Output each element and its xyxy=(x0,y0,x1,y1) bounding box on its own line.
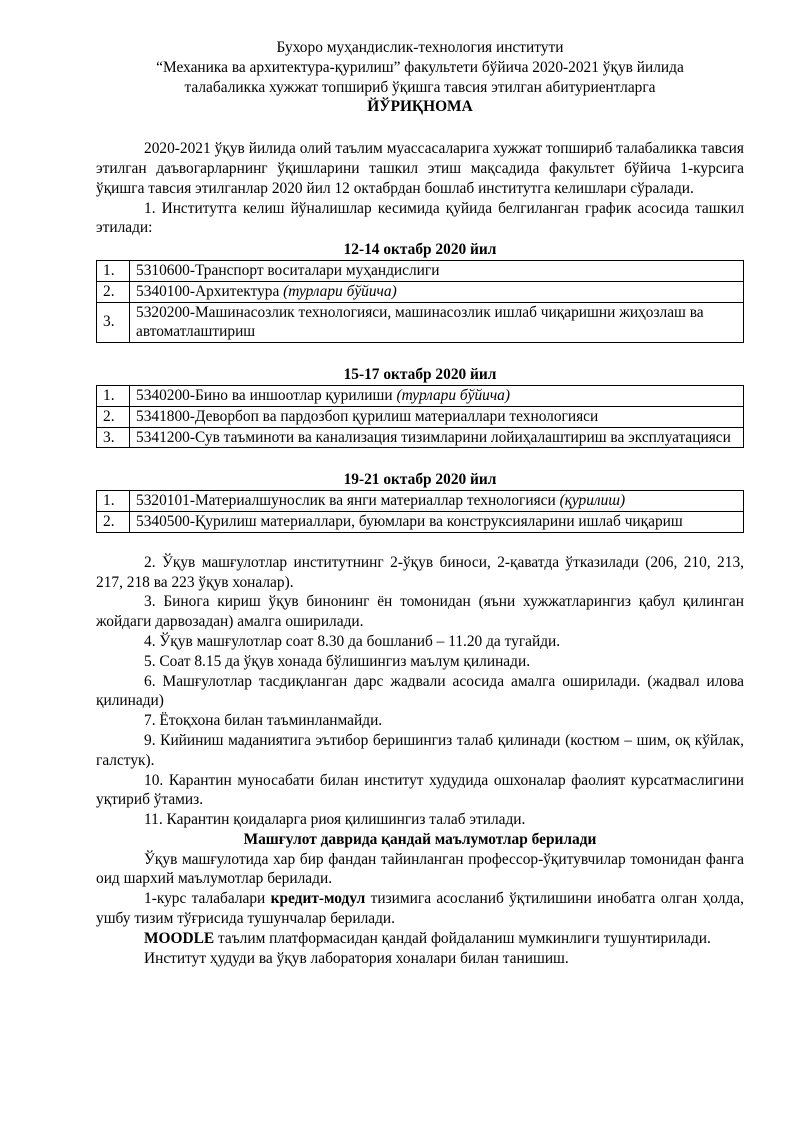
schedule-date: 12-14 октабр 2020 йил xyxy=(343,241,497,259)
row-number: 3. xyxy=(97,427,130,448)
section-title: Машғулот даврида қандай маълумотлар берилади xyxy=(243,830,597,848)
row-number: 2. xyxy=(97,406,130,427)
document-page xyxy=(96,38,744,968)
section-paragraph: Институт ҳудуди ва ўқув лаборатория хоналари билан танишиш. xyxy=(144,949,569,967)
schedule-table xyxy=(96,490,744,533)
program-name: 5320200-Машинасозлик технологияси, машинасозлик ишлаб чиқаришни жиҳозлаш ва автоматлаштириш xyxy=(136,303,704,341)
row-program xyxy=(130,427,744,448)
row-number: 2. xyxy=(97,281,130,302)
row-program xyxy=(130,511,744,532)
program-name: 5310600-Транспорт воситалари муҳандислиги xyxy=(136,261,440,279)
row-program xyxy=(130,302,744,343)
audience-line: талабаликка хужжат топшириб ўқишга тавсия этилган абитуриентларга xyxy=(184,78,656,96)
program-name: 5341200-Сув таъминоти ва канализация тизимларини лойиҳалаштириш ва эксплуатацияси xyxy=(136,428,731,446)
row-number: 2. xyxy=(97,511,130,532)
program-name: 5320101-Материалшунослик ва янги материаллар технологияси xyxy=(136,492,560,510)
list-item: 3. Бинога кириш ўқув бинонинг ён томонидан (яъни хужжатларингиз қабул қилинган жойдаги дарвозадан) амалга оширилади. xyxy=(96,593,744,631)
program-name: 5341800-Деворбоп ва пардозбоп қурилиш материаллари технологияси xyxy=(136,407,599,425)
row-program xyxy=(130,281,744,302)
list-item: 2. Ўқув машғулотлар институтнинг 2-ўқув биноси, 2-қаватда ўтказилади (206, 210, 213, 217, 218 ва 223 ўқув хоналар). xyxy=(96,553,744,591)
table-row xyxy=(97,260,744,281)
list-item: 10. Карантин муносабати билан институт худудида ошхоналар фаолият курсатмаслигини уқтириб ўтамиз. xyxy=(96,771,744,809)
moodle-term: MOODLE xyxy=(144,929,215,947)
table-row xyxy=(97,281,744,302)
row-program xyxy=(130,406,744,427)
program-note: (турлари бўйича) xyxy=(396,386,511,404)
row-program xyxy=(130,491,744,512)
schedule-date: 19-21 октабр 2020 йил xyxy=(343,471,497,489)
schedule-table xyxy=(96,385,744,448)
schedule-intro: 1. Институтга келиш йўналишлар кесимида қуйида белгиланган график асосида ташкил этилади: xyxy=(96,199,744,237)
program-name: 5340500-Қурилиш материаллари, буюмлари ва конструксияларини ишлаб чиқариш xyxy=(136,512,683,530)
section-paragraph: Ўқув машғулотида хар бир фандан тайинланган профессор-ўқитувчилар томонидан фанга оид шархий маълумотлар берилади. xyxy=(96,850,744,888)
row-program xyxy=(130,385,744,406)
list-item: 5. Соат 8.15 да ўқув хонада бўлишингиз маълум қилинади. xyxy=(144,652,531,670)
table-row xyxy=(97,511,744,532)
program-name: 5340200-Бино ва иншоотлар қурилиши xyxy=(136,386,397,404)
table-row xyxy=(97,406,744,427)
table-row xyxy=(97,302,744,343)
schedule-date: 15-17 октабр 2020 йил xyxy=(343,366,497,384)
intro-paragraph: 2020-2021 ўқув йилида олий таълим муассасаларига хужжат топшириб талабаликка тавсия этилган даъвогарларнинг ўқишларини ташкил этиш мақсадида факультет бўйича 1-курсига ўқишга тавсия этилганлар 2020 йил 12 октабрдан бошлаб институтга келишлари сўралади. xyxy=(96,140,744,197)
table-row xyxy=(97,427,744,448)
list-item: 11. Карантин қоидаларга риоя қилишингиз талаб этилади. xyxy=(144,811,526,829)
list-item: 6. Машғулотлар тасдиқланган дарс жадвали асосида амалга оширилади. (жадвал илова қилинади) xyxy=(96,672,744,710)
row-number: 3. xyxy=(97,302,130,343)
row-number: 1. xyxy=(97,491,130,512)
program-name: 5340100-Архитектура xyxy=(136,282,284,300)
text-run: 1-курс талабалари xyxy=(144,890,271,908)
program-note: (турлари бўйича) xyxy=(283,282,397,300)
row-program xyxy=(130,260,744,281)
program-note: (қурилиш) xyxy=(559,492,626,510)
section-paragraph xyxy=(96,929,744,949)
row-number: 1. xyxy=(97,260,130,281)
faculty-line: “Механика ва архитектура-қурилиш” факультети бўйича 2020-2021 ўқув йилида xyxy=(156,58,684,76)
table-row xyxy=(97,385,744,406)
table-row xyxy=(97,491,744,512)
section-paragraph xyxy=(96,889,744,929)
list-item: 4. Ўқув машғулотлар соат 8.30 да бошланиб – 11.20 да тугайди. xyxy=(144,632,561,650)
text-run: тизимига асосланиб ўқтилишини инобатга олган ҳолда, ушбу тизим тўғрисида тушунчалар берилади. xyxy=(96,890,744,928)
schedule-table xyxy=(96,260,744,343)
list-item: 9. Кийиниш маданиятига эътибор беришингиз талаб қилинади (костюм – шим, оқ кўйлак, галстук). xyxy=(96,731,744,769)
document-title: ЙЎРИҚНОМА xyxy=(367,98,473,116)
row-number: 1. xyxy=(97,385,130,406)
list-item: 7. Ётоқхона билан таъминланмайди. xyxy=(144,712,383,730)
text-run: таълим платформасидан қандай фойдаланиш мумкинлиги тушунтирилади. xyxy=(214,929,711,947)
credit-module-term: кредит-модул xyxy=(270,890,366,908)
institute-name: Бухоро муҳандислик-технология институти xyxy=(276,39,564,56)
